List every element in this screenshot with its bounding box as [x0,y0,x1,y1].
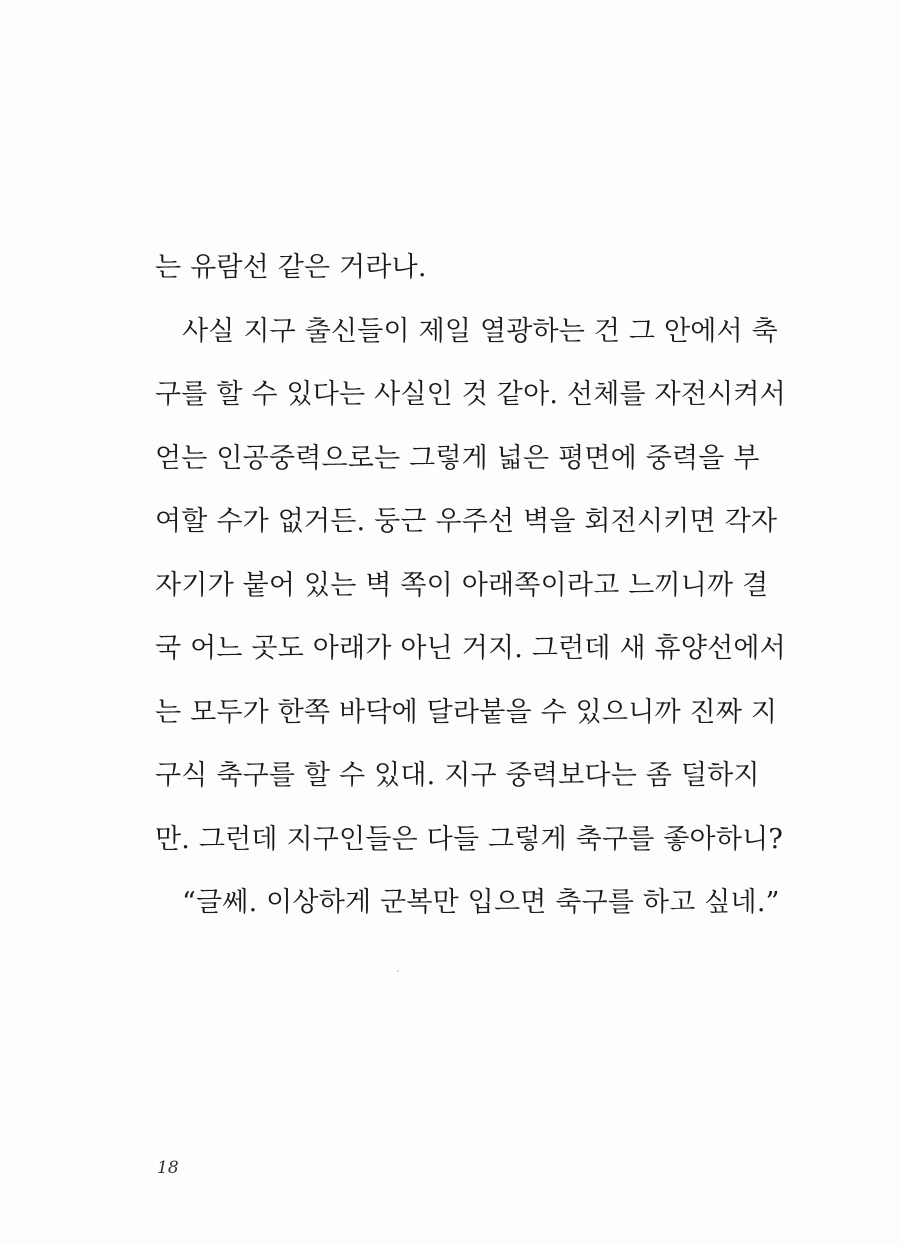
text-line: 얻는 인공중력으로는 그렇게 넓은 평면에 중력을 부 [155,442,760,474]
text-line: 는 유람선 같은 거라나. [155,252,427,283]
text-line: 구를 할 수 있다는 사실인 것 같아. 선체를 자전시켜서 [155,379,786,410]
body-text [155,236,786,935]
text-line: 는 모두가 한쪽 바닥에 달라붙을 수 있으니까 진짜 지 [155,696,778,728]
paper-speck [397,970,399,972]
text-line: 국 어느 곳도 아래가 아닌 거지. 그런데 새 휴양선에서 [155,633,786,664]
text-line: “글쎄. 이상하게 군복만 입으면 축구를 하고 싶네.” [182,887,780,918]
text-line: 만. 그런데 지구인들은 다들 그렇게 축구를 좋아하니? [155,823,784,855]
page-number: 18 [157,1158,179,1178]
text-line: 사실 지구 출신들이 제일 열광하는 건 그 안에서 축 [182,315,778,347]
text-line: 자기가 붙어 있는 벽 쪽이 아래쪽이라고 느끼니까 결 [155,569,769,601]
text-line: 여할 수가 없거든. 둥근 우주선 벽을 회전시키면 각자 [155,506,778,537]
text-line: 구식 축구를 할 수 있대. 지구 중력보다는 좀 덜하지 [155,760,760,791]
